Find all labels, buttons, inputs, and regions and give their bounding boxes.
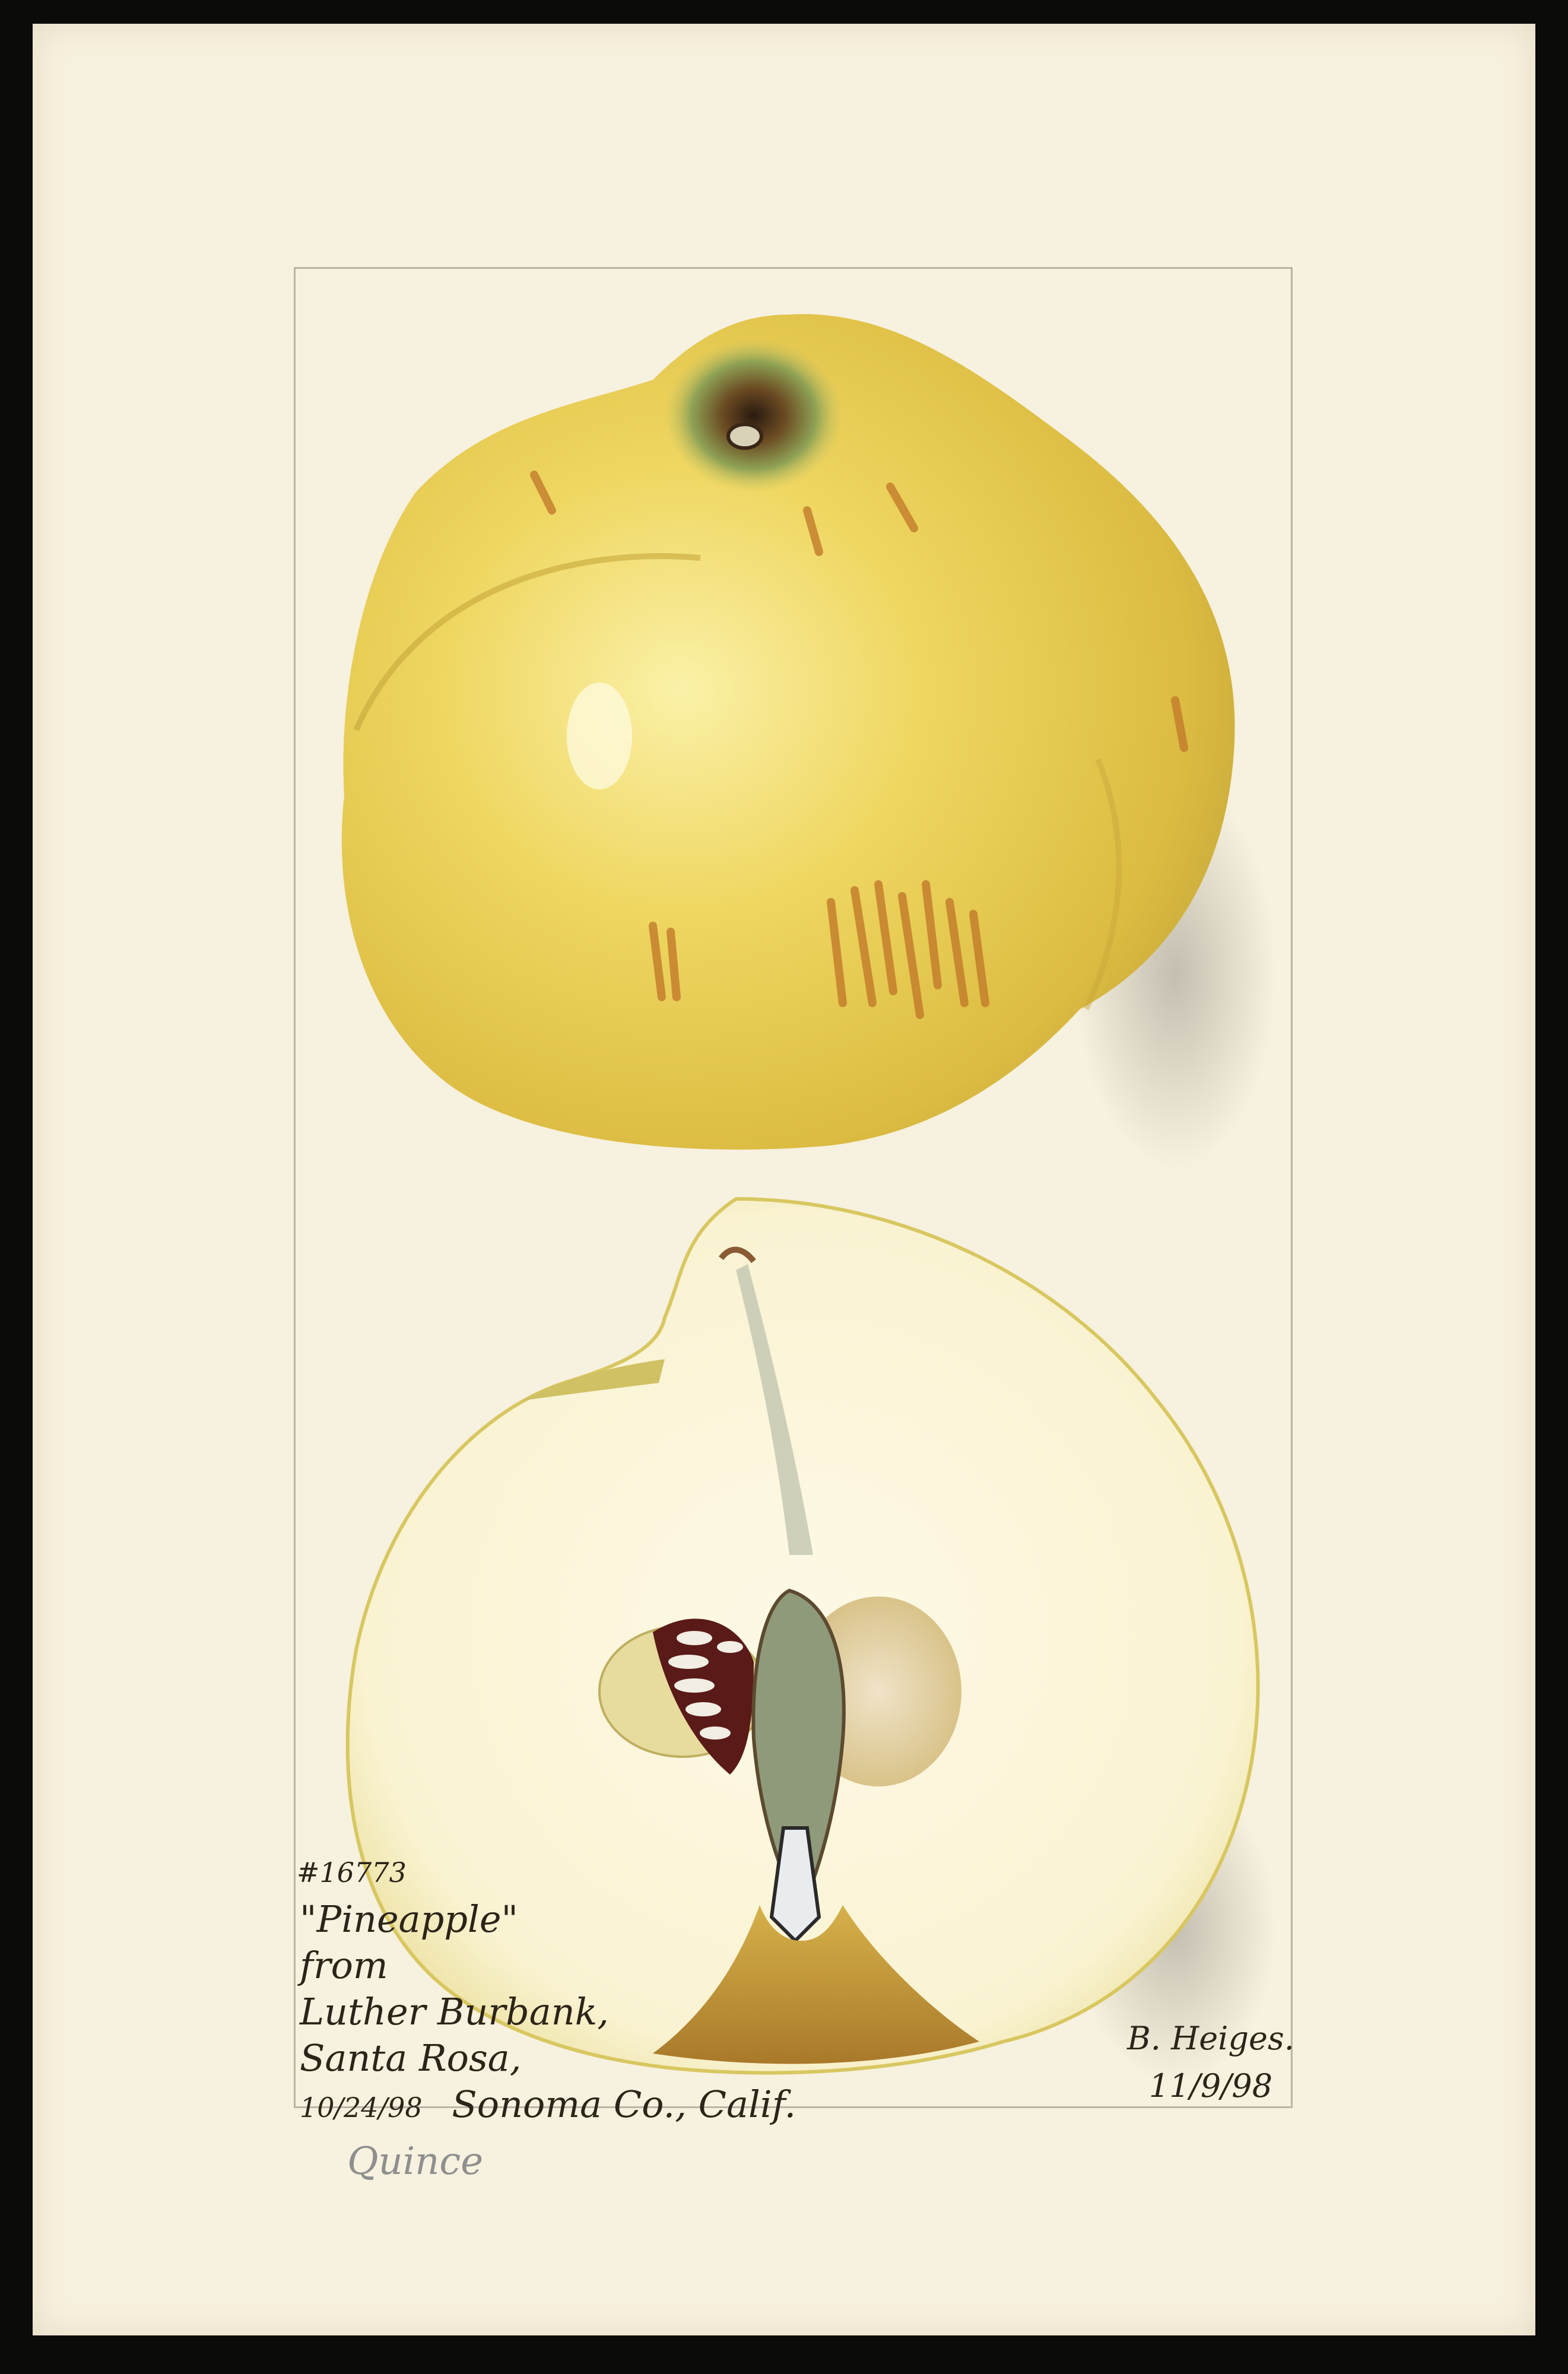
whole-quince-highlight — [567, 683, 632, 789]
artist-signature-block — [1116, 2015, 1306, 2110]
town-name: Santa Rosa, — [300, 2036, 522, 2080]
accession-number: #16773 — [297, 1856, 407, 1889]
from-line: from — [300, 1944, 388, 1987]
variety-name: "Pineapple" — [300, 1897, 519, 1941]
grower-name: Luther Burbank, — [300, 1990, 609, 2033]
artist-name: B. Heiges. — [1127, 2020, 1294, 2057]
location-line — [300, 2081, 893, 2131]
county-name: Sonoma Co., Calif. — [452, 2083, 796, 2126]
inscription-block — [300, 1855, 893, 2131]
collection-date: 10/24/98 — [300, 2091, 423, 2124]
calyx-center — [728, 424, 761, 448]
pencil-fruit-label: Quince — [347, 2140, 484, 2183]
calyx-eye — [665, 338, 843, 493]
artist-date: 11/9/98 — [1148, 2067, 1273, 2105]
